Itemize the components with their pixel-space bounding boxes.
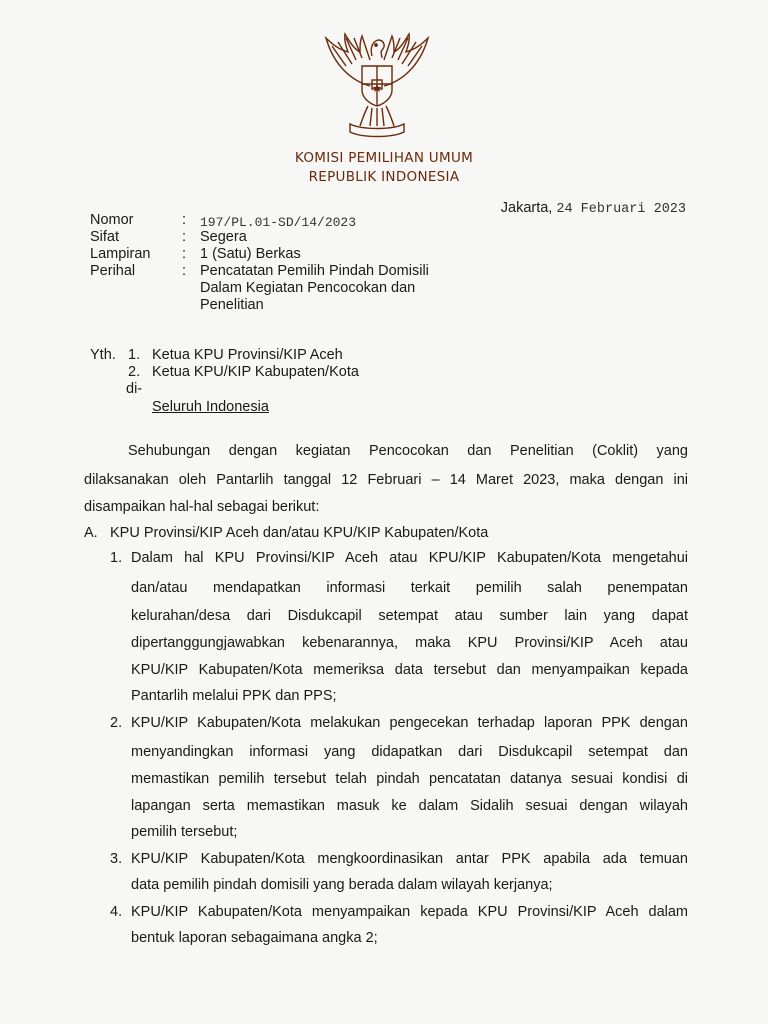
meta-label: Lampiran [90,246,151,262]
recipient-number: 2. [128,364,141,380]
meta-value-perihal-line: Dalam Kegiatan Pencocokan dan [200,280,416,296]
intro-line: dilaksanakan oleh Pantarlih tanggal 12 Februari – 14 Maret 2023, maka dengan ini [84,472,688,488]
point-line: pemilih tersebut; [131,824,238,840]
section-label: A. [84,525,98,541]
point-line: Dalam hal KPU Provinsi/KIP Aceh atau KPU/KIP Kabupaten/Kota mengetahui [131,550,688,566]
point-line: data pemilih pindah domisili yang berada dalam wilayah kerjanya; [131,877,553,893]
point-number: 1. [110,550,123,566]
section-title: KPU Provinsi/KIP Aceh dan/atau KPU/KIP Kabupaten/Kota [110,525,489,541]
point-number: 4. [110,904,123,920]
meta-label: Nomor [90,212,134,228]
meta-value-lampiran: 1 (Satu) Berkas [200,246,301,262]
point-line: kelurahan/desa dari Disdukcapil setempat atau sumber lain yang dapat [131,608,688,624]
point-number: 2. [110,715,123,731]
point-line: KPU/KIP Kabupaten/Kota melakukan pengecekan terhadap laporan PPK dengan [131,715,688,731]
intro-line: disampaikan hal-hal sebagai berikut: [84,499,320,515]
point-line: memastikan pemilih tersebut telah pindah pencatatan datanya sesuai kondisi di [131,771,688,787]
point-line: menyandingkan informasi yang didapatkan dari Disdukcapil setempat dan [131,744,688,760]
meta-value-perihal-line: Pencatatan Pemilih Pindah Domisili [200,263,429,279]
meta-value-nomor: 197/PL.01-SD/14/2023 [200,215,357,230]
meta-label: Sifat [90,229,120,245]
point-line: KPU/KIP Kabupaten/Kota menyampaikan kepada KPU Provinsi/KIP Aceh dalam [131,904,688,920]
point-line: dipertanggungjawabkan kebenarannya, maka KPU Provinsi/KIP Aceh atau [131,635,688,651]
letter-page: KOMISI PEMILIHAN UMUM REPUBLIK INDONESIA Jakarta, 24 Februari 2023 Nomor : 197/PL.01-SD/14/2023 Sifat : Segera Lampiran : 1 (Satu) Berkas Perihal : Pencatatan Pemilih Pindah Domisili Dalam Kegiatan Pencocokan dan Penelitian Yth. 1. Ketua KPU Provinsi/KIP Aceh 2. Ketua KPU/KIP Kabupaten/Kota di- Seluruh Indonesia Sehubungan dengan kegiatan Pencocokan dan Penelitian (Coklit) yang dilaksanakan oleh Pantarlih tanggal 12 Februari – 14 Maret 2023, maka dengan ini disampaikan hal-hal sebagai berikut: A. KPU Provinsi/KIP Aceh dan/atau KPU/KIP Kabupaten/Kota 1. Dalam hal KPU Provinsi/KIP Aceh atau KPU/KIP Kabupaten/Kota mengetahui dan/atau mendapatkan informasi terkait pemilih salah penempatan kelurahan/desa dari Disdukcapil setempat atau sumber lain yang dapat dipertanggungjawabkan kebenarannya, maka KPU Provinsi/KIP Aceh atau KPU/KIP Kabupaten/Kota memeriksa data tersebut dan menyampaikan kepada Pantarlih melalui PPK dan PPS; 2. KPU/KIP Kabupaten/Kota melakukan pengecekan terhadap laporan PPK dengan menyandingkan informasi yang didapatkan dari Disdukcapil setempat dan memastikan pemilih tersebut telah pindah pencatatan datanya sesuai kondisi di lapangan serta memastikan masuk ke dalam Sidalih sesuai dengan wilayah pemilih tersebut; 3. KPU/KIP Kabupaten/Kota mengkoordinasikan antar PPK apabila ada temuan data pemilih pindah domisili yang berada dalam wilayah kerjanya; 4. KPU/KIP Kabupaten/Kota menyampaikan kepada KPU Provinsi/KIP Aceh dalam bentuk laporan sebagaimana angka 2; [0,0,768,1024]
org-name-line-2: REPUBLIK INDONESIA [308,169,460,185]
meta-label: Perihal [90,263,136,279]
meta-value-sifat: Segera [200,229,247,245]
point-line: KPU/KIP Kabupaten/Kota mengkoordinasikan antar PPK apabila ada temuan [131,851,688,867]
meta-value-perihal-line: Penelitian [200,297,264,313]
intro-line: Sehubungan dengan kegiatan Pencocokan dan Penelitian (Coklit) yang [128,443,688,459]
org-name-line-1: KOMISI PEMILIHAN UMUM [294,150,474,166]
recipient-item: Ketua KPU Provinsi/KIP Aceh [152,347,343,363]
recipient-number: 1. [128,347,141,363]
dateline [501,200,686,217]
recipient-di: di- [126,381,143,397]
recipient-place: Seluruh Indonesia [152,399,269,415]
dateline-city: Jakarta, [500,200,553,216]
dateline-date: 24 Februari 2023 [556,202,686,217]
point-number: 3. [110,851,123,867]
point-line: dan/atau mendapatkan informasi terkait pemilih salah penempatan [131,580,688,596]
point-line: Pantarlih melalui PPK dan PPS; [131,688,337,704]
point-line: KPU/KIP Kabupaten/Kota memeriksa data tersebut dan menyampaikan kepada [131,662,688,678]
point-line: bentuk laporan sebagaimana angka 2; [131,930,378,946]
garuda-emblem-icon [312,26,442,144]
yth-label: Yth. [90,347,116,363]
recipient-item: Ketua KPU/KIP Kabupaten/Kota [152,364,359,380]
point-line: lapangan serta memastikan masuk ke dalam Sidalih sesuai dengan wilayah [131,798,688,814]
